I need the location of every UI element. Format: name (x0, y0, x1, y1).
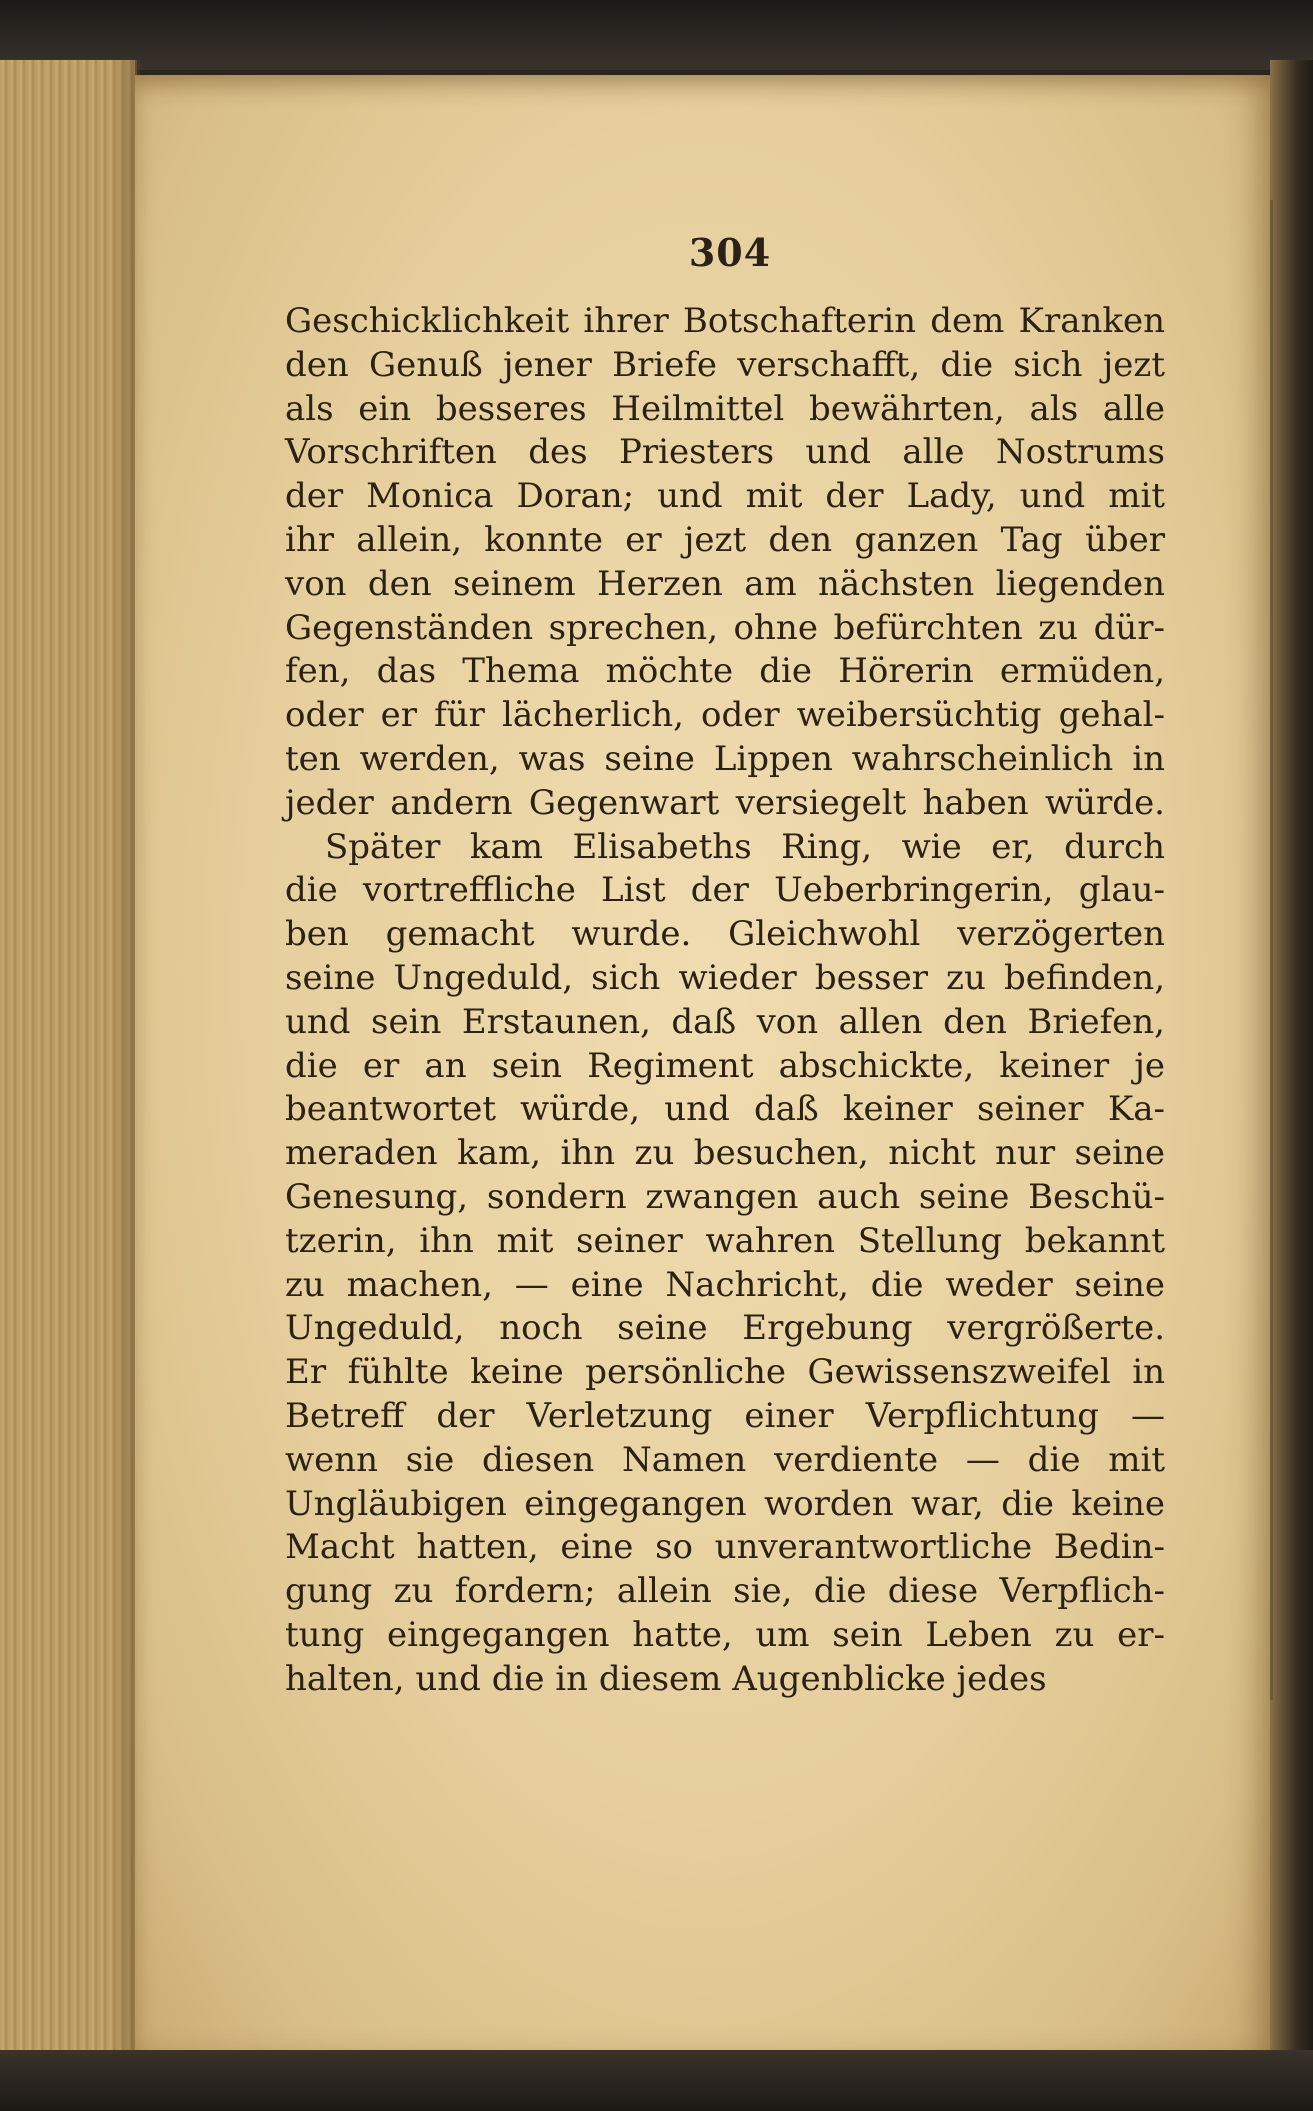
gutter-right-edge (1270, 60, 1313, 2060)
text-line: jeder andern Gegenwart versiegelt haben würde. (285, 782, 1165, 823)
text-line: Betreff der Verletzung einer Verpflichtung — (285, 1395, 1165, 1436)
text-line: seine Ungeduld, sich wieder besser zu befinden, (285, 957, 1165, 998)
text-line: der Monica Doran; und mit der Lady, und mit (285, 476, 1165, 517)
text-line: ben gemacht wurde. Gleichwohl verzögerten (285, 914, 1165, 955)
text-line: Genesung, sondern zwangen auch seine Beschü- (285, 1176, 1165, 1217)
text-line: zu machen, — eine Nachricht, die weder seine (285, 1264, 1165, 1305)
text-line: Vorschriften des Priesters und alle Nostrums (285, 432, 1165, 473)
text-line: halten, und die in diesem Augenblicke jedes (285, 1658, 1047, 1699)
page-text (285, 300, 1165, 1702)
text-line: meraden kam, ihn zu besuchen, nicht nur seine (285, 1133, 1165, 1174)
text-line: von den seinem Herzen am nächsten liegenden (285, 563, 1165, 604)
text-line: Später kam Elisabeths Ring, wie er, durch (325, 826, 1165, 867)
text-line: tung eingegangen hatte, um sein Leben zu er- (285, 1614, 1165, 1655)
text-line: Gegenständen sprechen, ohne befürchten zu dür- (285, 607, 1165, 648)
binding-bottom-edge (0, 2050, 1313, 2111)
text-line: die vortreffliche List der Ueberbringerin, glau- (285, 870, 1165, 911)
text-line: Ungläubigen eingegangen worden war, die keine (285, 1483, 1165, 1524)
text-line: als ein besseres Heilmittel bewährten, als alle (285, 388, 1165, 429)
text-line: und sein Erstaunen, daß von allen den Briefen, (285, 1001, 1165, 1042)
text-line: wenn sie diesen Namen verdiente — die mit (285, 1439, 1165, 1480)
text-line: fen, das Thema möchte die Hörerin ermüden, (285, 651, 1165, 692)
text-line: Er fühlte keine persönliche Gewissenszweifel in (285, 1352, 1165, 1393)
text-line: tzerin, ihn mit seiner wahren Stellung bekannt (285, 1220, 1165, 1261)
text-line: beantwortet würde, und daß keiner seiner Ka- (285, 1089, 1165, 1130)
text-line: Geschicklichkeit ihrer Botschafterin dem Kranken (285, 301, 1165, 341)
text-line: gung zu fordern; allein sie, die diese Verpflich- (285, 1571, 1165, 1612)
text-line: den Genuß jener Briefe verschafft, die sich jezt (285, 344, 1165, 385)
binding-top-edge (0, 0, 1313, 70)
text-line: ten werden, was seine Lippen wahrscheinlich in (285, 738, 1165, 779)
text-line: Ungeduld, noch seine Ergebung vergrößerte. (285, 1308, 1165, 1349)
text-line: ihr allein, konnte er jezt den ganzen Tag über (285, 519, 1165, 560)
page-number: 304 (688, 230, 772, 275)
bleed-through-line (1270, 200, 1273, 1700)
text-line: die er an sein Regiment abschickte, keiner je (285, 1045, 1165, 1086)
text-line: Macht hatten, eine so unverantwortliche Bedin- (285, 1527, 1165, 1568)
text-line: oder er für lächerlich, oder weibersüchtig gehal- (285, 695, 1165, 736)
